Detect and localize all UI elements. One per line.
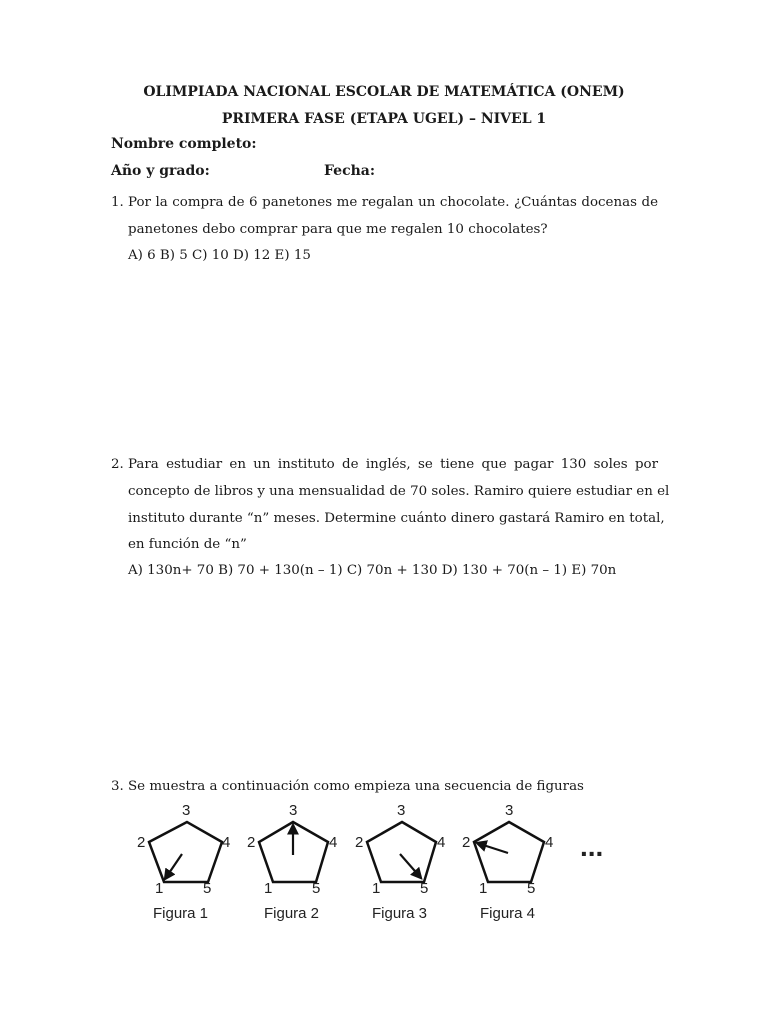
vertex-label-5: 5 xyxy=(420,880,429,897)
vertex-label-1: 1 xyxy=(155,880,164,897)
pentagon-shape xyxy=(367,822,436,882)
vertex-label-3: 3 xyxy=(182,802,191,819)
question-3-line-1: Se muestra a continuación como empieza una secuencia de figuras xyxy=(128,779,584,794)
vertex-label-4: 4 xyxy=(545,834,554,851)
arrow-icon xyxy=(477,843,508,853)
grade-label: Año y grado: xyxy=(111,163,210,179)
figure-3 xyxy=(355,802,445,922)
question-1-answers: A) 6 B) 5 C) 10 D) 12 E) 15 xyxy=(128,248,311,263)
question-3-number: 3. xyxy=(111,779,124,794)
vertex-label-4: 4 xyxy=(222,834,231,851)
vertex-label-1: 1 xyxy=(372,880,381,897)
vertex-label-2: 2 xyxy=(247,834,256,851)
exam-title: OLIMPIADA NACIONAL ESCOLAR DE MATEMÁTICA (ONEM) xyxy=(143,84,625,100)
vertex-label-4: 4 xyxy=(437,834,446,851)
question-2-line-2: concepto de libros y una mensualidad de 70 soles. Ramiro quiere estudiar en el xyxy=(128,484,670,499)
exam-subtitle: PRIMERA FASE (ETAPA UGEL) – NIVEL 1 xyxy=(221,111,547,127)
figure-1-label: Figura 1 xyxy=(153,905,209,922)
pentagon-figures xyxy=(0,790,768,940)
question-1-number: 1. xyxy=(111,195,124,210)
question-2-line-4: en función de “n” xyxy=(128,537,247,552)
vertex-label-5: 5 xyxy=(312,880,321,897)
arrow-icon xyxy=(400,854,421,878)
vertex-label-1: 1 xyxy=(264,880,273,897)
sequence-continuation: ... xyxy=(580,831,604,862)
question-2-line-3: instituto durante “n” meses. Determine cuánto dinero gastará Ramiro en total, xyxy=(128,511,665,526)
question-1-line-1: Por la compra de 6 panetones me regalan un chocolate. ¿Cuántas docenas de xyxy=(128,195,658,210)
question-2-answers: A) 130n+ 70 B) 70 + 130(n – 1) C) 70n + 130 D) 130 + 70(n – 1) E) 70n xyxy=(128,563,617,578)
vertex-label-2: 2 xyxy=(355,834,364,851)
figure-4 xyxy=(462,802,553,922)
vertex-label-5: 5 xyxy=(203,880,212,897)
figure-1 xyxy=(137,802,230,922)
vertex-label-4: 4 xyxy=(329,834,338,851)
arrow-icon xyxy=(165,854,182,879)
vertex-label-2: 2 xyxy=(462,834,471,851)
question-2-line-1: Para estudiar en un instituto de inglés, se tiene que pagar 130 soles por xyxy=(128,457,658,472)
date-label: Fecha: xyxy=(324,163,376,179)
vertex-label-1: 1 xyxy=(479,880,488,897)
name-label: Nombre completo: xyxy=(111,136,257,152)
vertex-label-3: 3 xyxy=(397,802,406,819)
pentagon-shape xyxy=(149,822,222,882)
figure-4-label: Figura 4 xyxy=(480,905,536,922)
pentagon-shape xyxy=(474,822,544,882)
vertex-label-3: 3 xyxy=(505,802,514,819)
figure-2 xyxy=(247,802,337,922)
vertex-label-3: 3 xyxy=(289,802,298,819)
vertex-label-5: 5 xyxy=(527,880,536,897)
figure-3-label: Figura 3 xyxy=(372,905,428,922)
question-2-number: 2. xyxy=(111,457,124,472)
question-1-line-2: panetones debo comprar para que me regalen 10 chocolates? xyxy=(128,222,548,237)
vertex-label-2: 2 xyxy=(137,834,146,851)
figure-2-label: Figura 2 xyxy=(264,905,320,922)
